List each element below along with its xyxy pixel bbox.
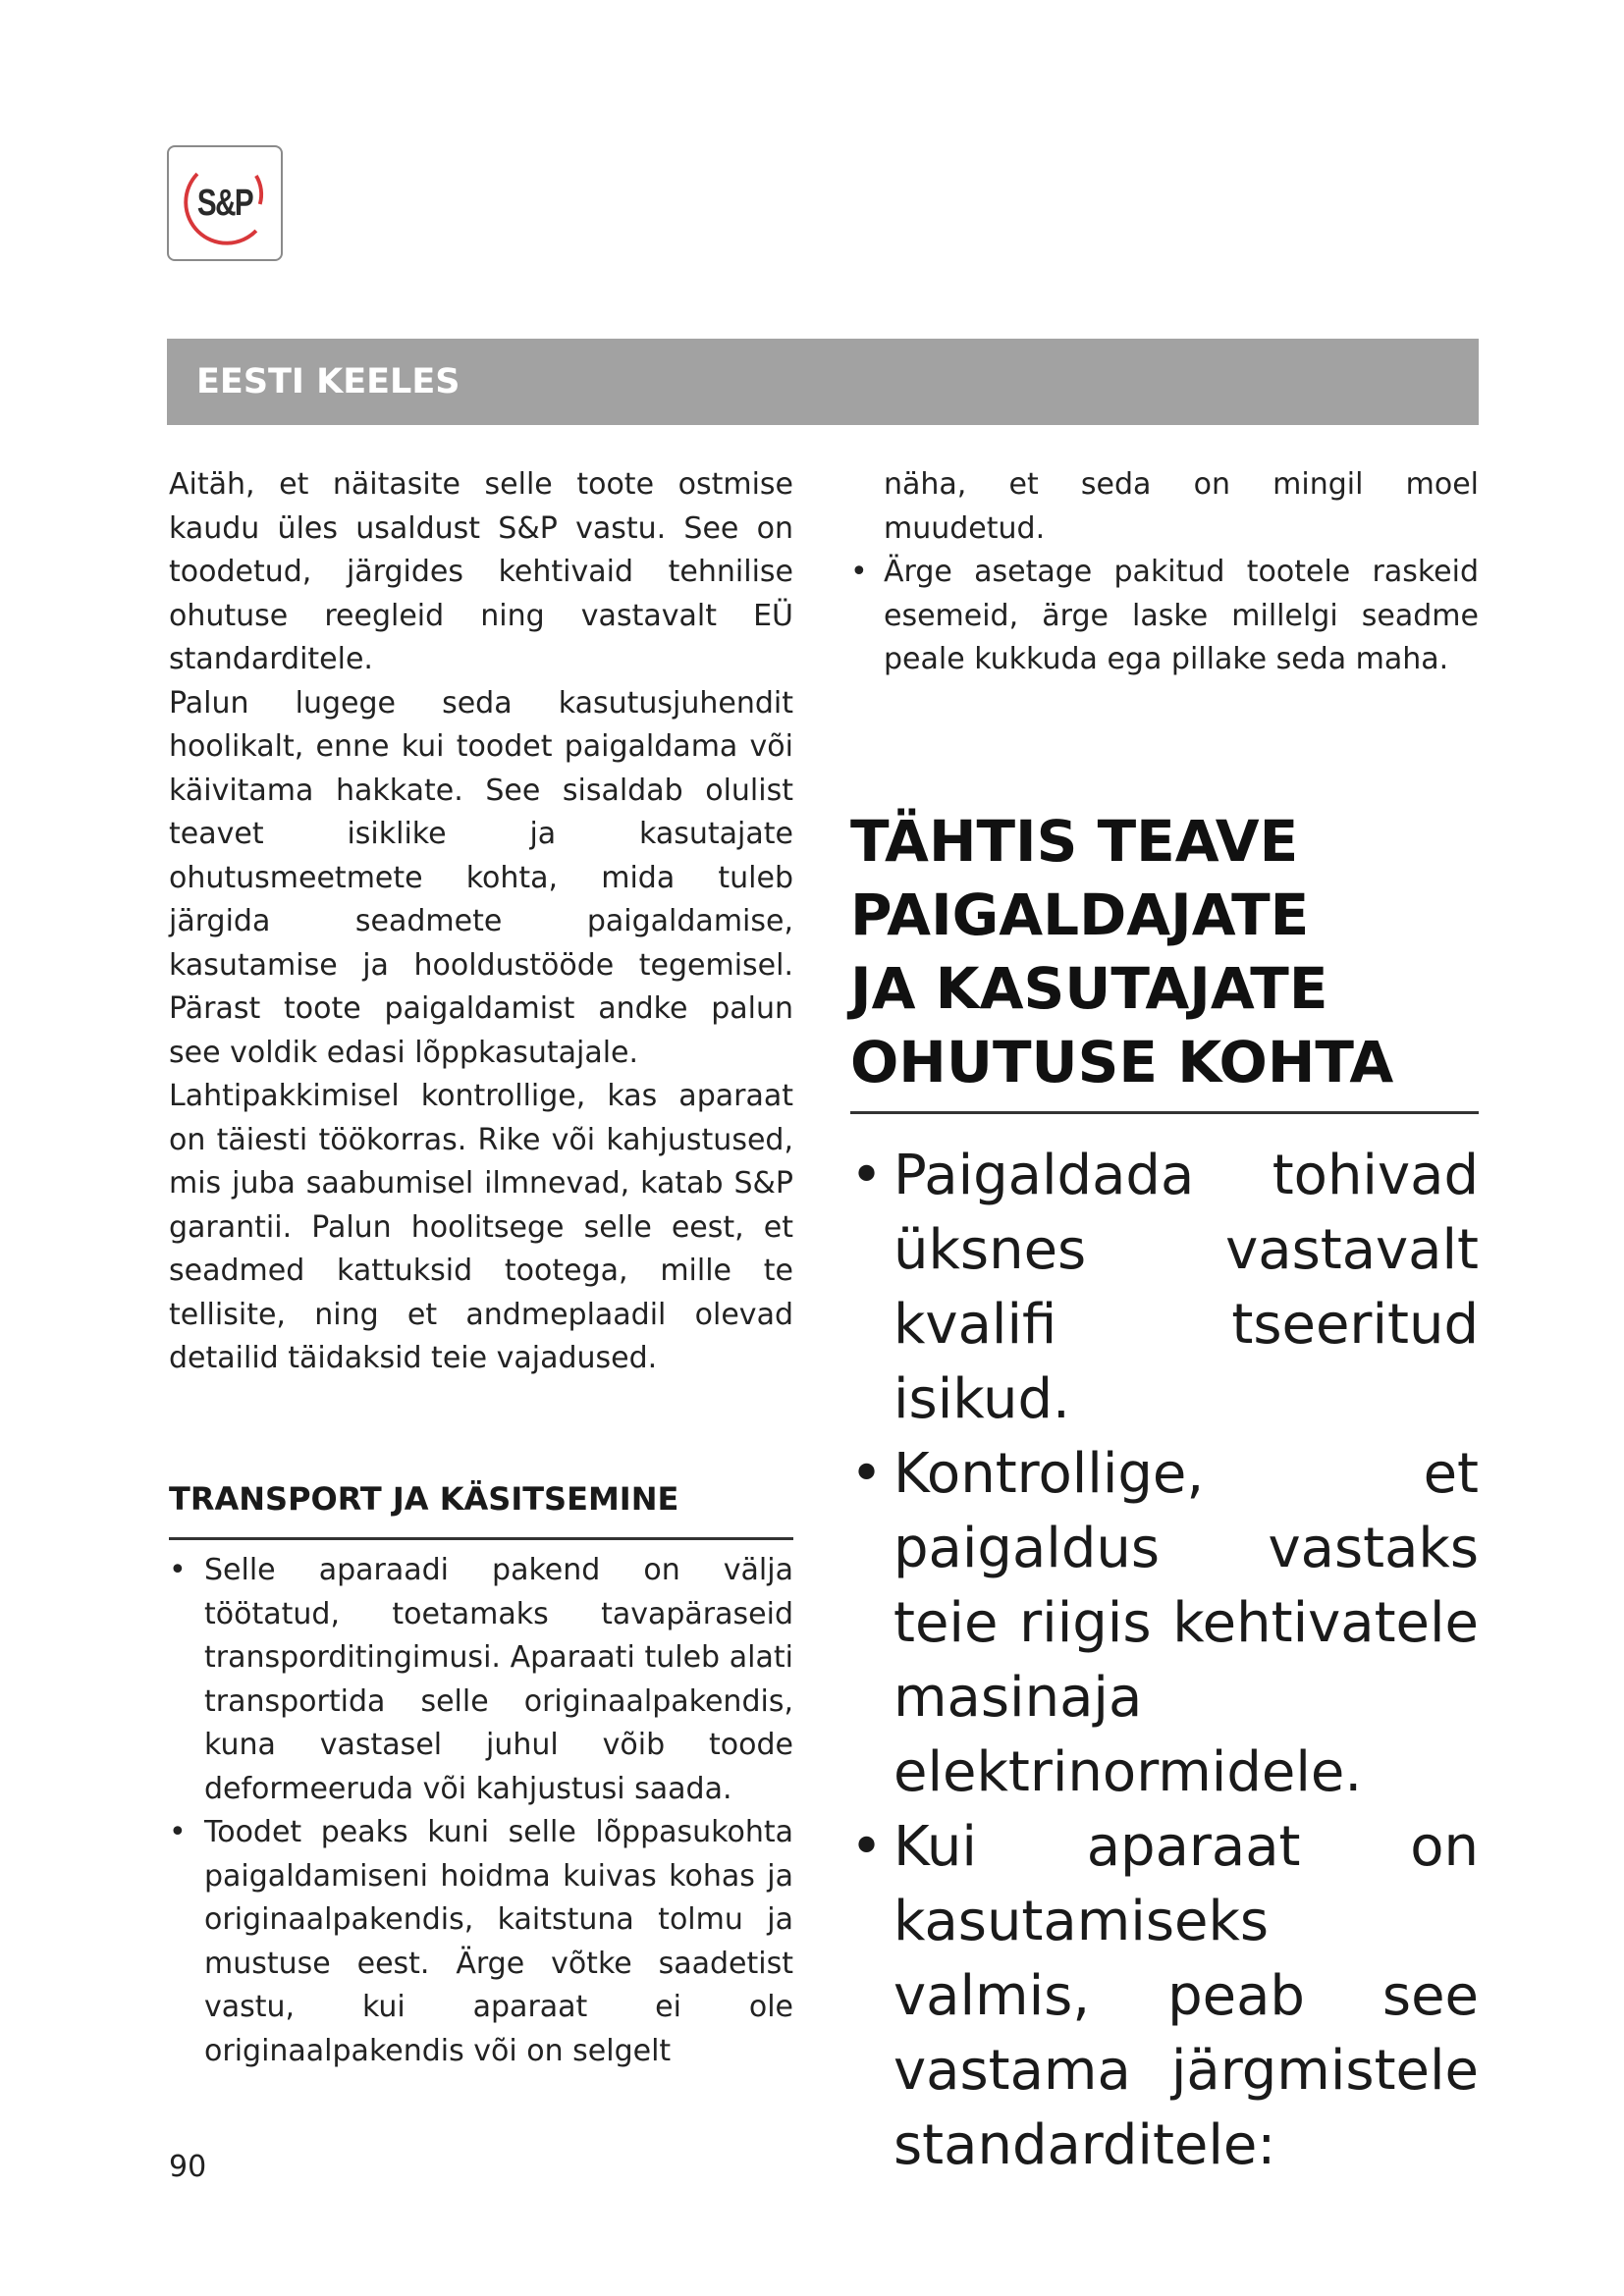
transport-heading: TRANSPORT JA KÄSITSEMINE (169, 1480, 793, 1540)
list-item (850, 1437, 1479, 1810)
intro-paragraph-2: Palun lugege seda kasutusjuhendit hoolikalt, enne kui toodet paigaldama või käivitama hakkate. See sisaldab olulist teavet isiklike ja kasutajate ohutusmeetmete kohta, mida tuleb järgida seadmete paigaldamise, kasutamise ja hooldustööde tegemisel. Pärast toote paigaldamist andke palun see voldik edasi lõppkasutajale. (169, 685, 793, 1070)
list-item-text: Selle aparaadi pakend on välja töötatud, toetamaks tavapäraseid transporditingimusi. Aparaati tuleb alati transportida selle originaalpakendis, kuna vastasel juhul võib toode deformeeruda või kahjustusi saada. (204, 1553, 793, 1806)
safety-title-line: JA KASUTAJATE (850, 955, 1328, 1022)
language-label: EESTI KEELES (196, 362, 460, 401)
logo-text: S&P (196, 182, 253, 224)
safety-list (850, 1139, 1479, 2183)
list-item (850, 1810, 1479, 2183)
transport-list (169, 1549, 793, 2073)
safety-title (850, 805, 1479, 1114)
brand-logo (167, 145, 283, 261)
transport-continuation (850, 463, 1479, 682)
list-item-text: Kontrollige, et paigaldus vastaks teie riigis kehtivatele masinaja elektrinormidele. (893, 1442, 1479, 1804)
safety-title-line: PAIGALDAJATE (850, 881, 1310, 948)
bullet-icon: • (850, 1442, 884, 1506)
list-item (850, 551, 1479, 682)
safety-title-line: TÄHTIS TEAVE (850, 808, 1299, 875)
language-header-bar (167, 339, 1479, 425)
list-item-text: Paigaldada tohivad üksnes vastavalt kvalifi tseeritud isikud. (893, 1144, 1479, 1431)
list-item-text: Ärge asetage pakitud tootele raskeid esemeid, ärge laske millelgi seadme peale kukkuda ega pillake seda maha. (884, 555, 1479, 676)
bullet-icon: • (169, 1553, 187, 1587)
list-item (169, 1811, 793, 2073)
intro-paragraph-1: Aitäh, et näitasite selle toote ostmise kaudu üles usaldust S&P vastu. See on toodetud, järgides kehtivaid tehnilise ohutuse reegleid ning vastavalt EÜ standarditele. (169, 467, 793, 676)
intro-text (169, 463, 793, 1381)
bullet-icon: • (169, 1815, 187, 1849)
continuation-text: näha, et seda on mingil moel muudetud. (884, 467, 1479, 546)
page-number: 90 (169, 2150, 207, 2184)
bullet-icon: • (850, 1815, 884, 1879)
intro-paragraph-3: Lahtipakkimisel kontrollige, kas aparaat on täiesti töökorras. Rike või kahjustused, mis juba saabumisel ilmnevad, katab S&P garantii. Palun hoolitsege selle eest, et seadmed kattuksid tootega, mille te tellisite, ning et andmeplaadil olevad detailid täidaksid teie vajadused. (169, 1079, 793, 1375)
list-item (850, 1139, 1479, 1437)
safety-title-line: OHUTUSE KOHTA (850, 1029, 1394, 1095)
bullet-icon: • (850, 555, 868, 589)
bullet-icon: • (850, 1144, 884, 1207)
list-item-text: Kui aparaat on kasutamiseks valmis, peab see vastama järgmistele standarditele: (893, 1815, 1479, 2177)
list-item-text: Toodet peaks kuni selle lõppasukohta paigaldamiseni hoidma kuivas kohas ja originaalpakendis, kaitstuna tolmu ja mustuse eest. Ärge võtke saadetist vastu, kui aparaat ei ole originaalpakendis või on selgelt (204, 1815, 793, 2068)
list-item (169, 1549, 793, 1811)
